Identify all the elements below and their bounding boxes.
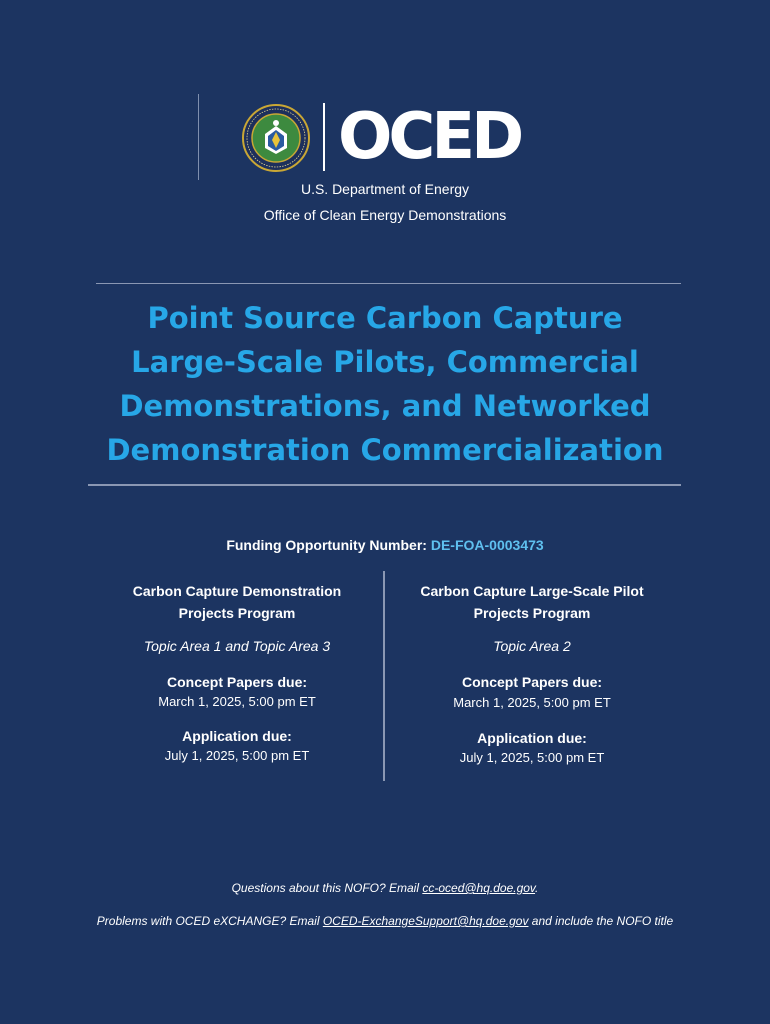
concept-papers-label: Concept Papers due: [461, 674, 603, 690]
program-name [92, 580, 382, 624]
program-name-line: Carbon Capture Demonstration [132, 583, 342, 599]
title-line: Point Source Carbon Capture [147, 301, 623, 335]
title-line: Demonstrations, and Networked [119, 389, 651, 423]
doe-seal-icon [242, 104, 310, 172]
application-label: Application due: [477, 730, 587, 746]
program-name-line: Carbon Capture Large-Scale Pilot [420, 583, 644, 599]
concept-papers-date: March 1, 2025, 5:00 pm ET [453, 695, 611, 710]
title-rule-bottom [88, 484, 681, 486]
document-title [60, 296, 710, 472]
foa-number: DE-FOA-0003473 [430, 537, 544, 553]
column-divider [383, 571, 385, 781]
agency-name: U.S. Department of Energy [300, 181, 470, 197]
support-email-link[interactable]: OCED-ExchangeSupport@hq.doe.gov [322, 914, 529, 928]
support-note [0, 914, 770, 928]
concept-papers-label: Concept Papers due: [166, 674, 308, 690]
oced-logo: OCED [338, 100, 521, 174]
program-topics: Topic Area 2 [493, 638, 571, 654]
title-line: Large-Scale Pilots, Commercial [131, 345, 639, 379]
questions-prefix: Questions about this NOFO? Email [231, 881, 423, 895]
support-prefix: Problems with OCED eXCHANGE? Email [96, 914, 323, 928]
application-date: July 1, 2025, 5:00 pm ET [459, 750, 605, 765]
support-suffix: and include the NOFO title [528, 914, 674, 928]
header-divider-left [198, 94, 199, 180]
foa-label: Funding Opportunity Number: [226, 537, 431, 553]
application-date: July 1, 2025, 5:00 pm ET [164, 748, 310, 763]
program-name-line: Projects Program [473, 605, 591, 621]
title-rule-top [96, 283, 681, 284]
questions-email-link[interactable]: cc-oced@hq.doe.gov [422, 881, 536, 895]
program-name-line: Projects Program [178, 605, 296, 621]
application-label: Application due: [182, 728, 292, 744]
questions-suffix: . [535, 881, 539, 895]
title-line: Demonstration Commercialization [106, 433, 664, 467]
program-topics: Topic Area 1 and Topic Area 3 [143, 638, 331, 654]
logo-separator [323, 103, 325, 171]
office-name: Office of Clean Energy Demonstrations [263, 207, 507, 223]
program-name [387, 580, 677, 624]
funding-opportunity-number [0, 537, 770, 553]
concept-papers-date: March 1, 2025, 5:00 pm ET [158, 694, 316, 709]
questions-note [0, 881, 770, 895]
